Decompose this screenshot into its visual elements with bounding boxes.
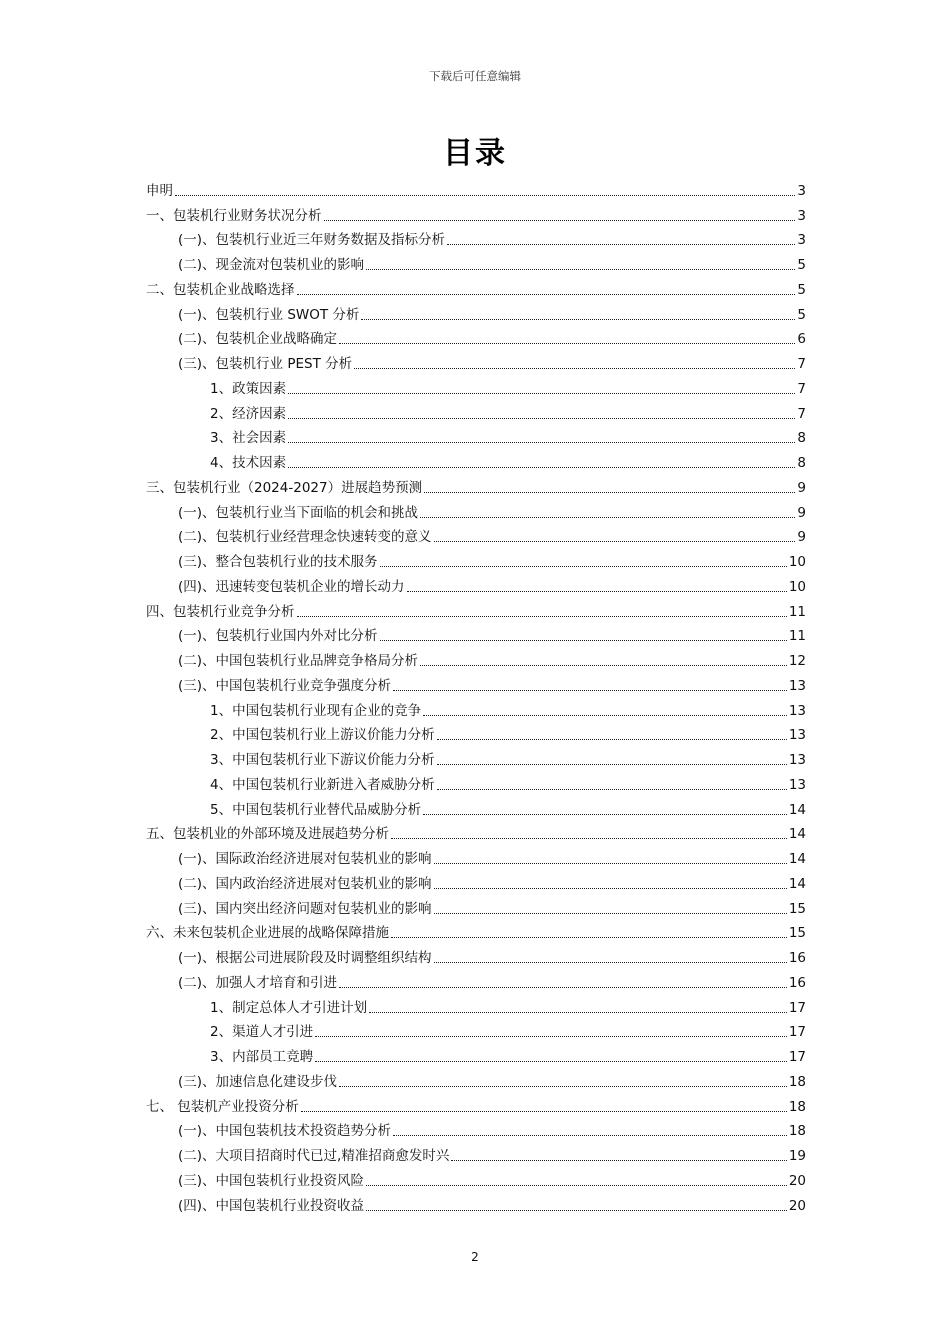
toc-dot-leader <box>324 220 796 221</box>
toc-dot-leader <box>369 1012 787 1013</box>
toc-entry-page: 13 <box>788 752 806 768</box>
toc-entry-text: 2、中国包装机行业上游议价能力分析 <box>210 727 435 744</box>
toc-dot-leader <box>288 467 795 468</box>
toc-title: 目录 <box>443 136 507 171</box>
toc-entry-page: 16 <box>788 950 806 966</box>
toc-dot-leader <box>175 195 795 196</box>
toc-entry-text: (二)、大项目招商时代已过,精准招商愈发时兴 <box>178 1148 450 1164</box>
toc-entry-text: 四、包装机行业竞争分析 <box>146 603 295 620</box>
toc-entry-page: 3 <box>797 232 806 249</box>
toc-dot-leader <box>361 319 795 320</box>
toc-entry[interactable] <box>146 176 806 201</box>
toc-entry-page: 20 <box>788 1197 806 1214</box>
toc-entry[interactable] <box>146 448 806 473</box>
toc-entry-text: (四)、迅速转变包装机企业的增长动力 <box>178 578 405 595</box>
toc-entry[interactable] <box>146 1166 806 1191</box>
toc-entry[interactable] <box>146 349 806 374</box>
toc-entry[interactable] <box>146 201 806 226</box>
toc-entry[interactable] <box>146 622 806 647</box>
toc-entry[interactable] <box>146 1191 806 1216</box>
toc-entry[interactable] <box>146 795 806 820</box>
toc-dot-leader <box>339 1086 787 1087</box>
toc-entry-text: 3、社会因素 <box>210 430 287 447</box>
toc-dot-leader <box>437 739 787 740</box>
page-number: 2 <box>471 1250 479 1264</box>
toc-entry[interactable] <box>146 993 806 1018</box>
toc-entry-text: (二)、加强人才培育和引进 <box>178 974 338 991</box>
toc-dot-leader <box>447 244 795 245</box>
toc-dot-leader <box>380 566 787 567</box>
toc-entry-text: 三、包装机行业（2024-2027）进展趋势预测 <box>146 479 423 496</box>
toc-entry-page: 7 <box>797 405 806 422</box>
toc-entry[interactable] <box>146 597 806 622</box>
toc-dot-leader <box>393 690 787 691</box>
toc-entry[interactable] <box>146 894 806 919</box>
toc-entry[interactable] <box>146 1092 806 1117</box>
toc-entry-page: 11 <box>788 628 806 645</box>
toc-dot-leader <box>366 1210 787 1211</box>
toc-entry-text: 六、未来包装机企业进展的战略保障措施 <box>146 925 389 942</box>
toc-entry[interactable] <box>146 498 806 523</box>
toc-entry[interactable] <box>146 844 806 869</box>
toc-dot-leader <box>451 1160 786 1161</box>
table-of-contents <box>146 176 806 1216</box>
toc-entry-page: 17 <box>788 999 806 1016</box>
toc-entry[interactable] <box>146 399 806 424</box>
toc-entry-text: (一)、根据公司进展阶段及时调整组织结构 <box>178 950 432 966</box>
toc-dot-leader <box>315 1036 787 1037</box>
toc-entry-page: 9 <box>797 479 806 496</box>
toc-entry-page: 14 <box>788 875 806 892</box>
toc-dot-leader <box>437 789 787 790</box>
toc-entry-page: 19 <box>788 1148 806 1164</box>
toc-entry-text: (三)、加速信息化建设步伐 <box>178 1073 338 1090</box>
toc-entry[interactable] <box>146 646 806 671</box>
toc-entry-page: 15 <box>788 925 806 942</box>
toc-dot-leader <box>391 838 787 839</box>
toc-entry-page: 9 <box>797 529 806 546</box>
toc-entry-page: 20 <box>788 1172 806 1189</box>
toc-entry-page: 15 <box>788 900 806 917</box>
toc-entry[interactable] <box>146 770 806 795</box>
toc-entry-page: 13 <box>788 677 806 694</box>
toc-entry-page: 13 <box>788 702 806 719</box>
toc-entry-text: (四)、中国包装机行业投资收益 <box>178 1197 365 1214</box>
toc-entry-text: (一)、包装机行业 SWOT 分析 <box>178 306 360 323</box>
toc-entry-page: 8 <box>797 430 806 447</box>
toc-dot-leader <box>315 1061 787 1062</box>
toc-dot-leader <box>437 764 787 765</box>
toc-entry-page: 6 <box>797 331 806 348</box>
toc-entry[interactable] <box>146 671 806 696</box>
toc-entry[interactable] <box>146 1067 806 1092</box>
toc-entry-page: 8 <box>797 455 806 471</box>
toc-entry-text: (二)、国内政治经济进展对包装机业的影响 <box>178 875 432 892</box>
toc-dot-leader <box>380 640 787 641</box>
toc-dot-leader <box>391 937 787 938</box>
toc-entry[interactable] <box>146 745 806 770</box>
toc-entry[interactable] <box>146 424 806 449</box>
toc-entry-page: 12 <box>788 653 806 669</box>
toc-entry-text: (三)、中国包装机行业投资风险 <box>178 1172 365 1189</box>
toc-entry-text: 4、中国包装机行业新进入者威胁分析 <box>210 776 435 793</box>
toc-dot-leader <box>434 541 796 542</box>
toc-entry-text: 2、渠道人才引进 <box>210 1024 314 1041</box>
toc-dot-leader <box>354 368 795 369</box>
toc-entry[interactable] <box>146 820 806 845</box>
toc-entry-page: 10 <box>788 554 806 570</box>
toc-entry-text: 1、政策因素 <box>210 380 287 397</box>
toc-entry[interactable] <box>146 919 806 944</box>
toc-entry-page: 17 <box>788 1024 806 1041</box>
toc-entry-page: 18 <box>788 1073 806 1090</box>
toc-entry-text: 二、包装机企业战略选择 <box>146 281 295 298</box>
toc-entry-page: 17 <box>788 1049 806 1065</box>
toc-dot-leader <box>434 863 787 864</box>
toc-entry-text: (二)、现金流对包装机业的影响 <box>178 257 365 273</box>
toc-entry-page: 18 <box>788 1123 806 1140</box>
toc-entry-text: 2、经济因素 <box>210 405 287 422</box>
toc-entry-page: 3 <box>797 182 806 199</box>
toc-entry-text: (二)、中国包装机行业品牌竞争格局分析 <box>178 653 419 669</box>
toc-entry-text: 5、中国包装机行业替代品威胁分析 <box>210 801 422 818</box>
toc-entry-text: 五、包装机业的外部环境及进展趋势分析 <box>146 826 389 843</box>
toc-entry[interactable] <box>146 696 806 721</box>
toc-entry-text: (一)、包装机行业近三年财务数据及指标分析 <box>178 232 446 249</box>
toc-entry-text: (三)、中国包装机行业竞争强度分析 <box>178 677 392 694</box>
toc-entry-text: (一)、国际政治经济进展对包装机业的影响 <box>178 851 432 867</box>
toc-dot-leader <box>424 492 795 493</box>
toc-entry-page: 10 <box>788 578 806 595</box>
toc-dot-leader <box>407 591 787 592</box>
toc-entry-page: 14 <box>788 801 806 818</box>
toc-entry-text: (一)、中国包装机技术投资趋势分析 <box>178 1123 392 1140</box>
toc-entry[interactable] <box>146 547 806 572</box>
toc-entry-text: (一)、包装机行业国内外对比分析 <box>178 628 378 645</box>
toc-entry[interactable] <box>146 572 806 597</box>
toc-entry-page: 18 <box>788 1098 806 1115</box>
toc-entry[interactable] <box>146 1018 806 1043</box>
toc-entry[interactable] <box>146 1141 806 1166</box>
toc-entry[interactable] <box>146 226 806 251</box>
toc-dot-leader <box>423 814 787 815</box>
toc-dot-leader <box>434 888 787 889</box>
toc-dot-leader <box>339 343 795 344</box>
toc-dot-leader <box>297 294 796 295</box>
toc-entry-text: (二)、包装机企业战略确定 <box>178 331 338 348</box>
toc-dot-leader <box>393 1135 787 1136</box>
toc-entry-page: 7 <box>797 380 806 397</box>
toc-entry-text: 3、内部员工竞聘 <box>210 1049 314 1065</box>
toc-entry-page: 14 <box>788 851 806 867</box>
toc-entry-page: 13 <box>788 776 806 793</box>
toc-entry-page: 9 <box>797 504 806 521</box>
toc-dot-leader <box>423 715 787 716</box>
toc-dot-leader <box>288 442 795 443</box>
toc-dot-leader <box>366 269 795 270</box>
toc-entry[interactable] <box>146 869 806 894</box>
toc-dot-leader <box>297 616 787 617</box>
toc-entry-text: 七、 包装机产业投资分析 <box>146 1098 299 1115</box>
toc-entry[interactable] <box>146 721 806 746</box>
toc-entry[interactable] <box>146 968 806 993</box>
toc-entry-text: (三)、国内突出经济问题对包装机业的影响 <box>178 900 432 917</box>
toc-entry-text: (一)、包装机行业当下面临的机会和挑战 <box>178 504 419 521</box>
toc-entry-text: (三)、包装机行业 PEST 分析 <box>178 356 353 372</box>
toc-entry-page: 16 <box>788 974 806 991</box>
toc-entry-text: 一、包装机行业财务状况分析 <box>146 207 322 224</box>
toc-entry-page: 13 <box>788 727 806 744</box>
toc-entry-text: 1、制定总体人才引进计划 <box>210 999 368 1016</box>
toc-dot-leader <box>434 913 787 914</box>
toc-entry-text: 1、中国包装机行业现有企业的竞争 <box>210 702 422 719</box>
toc-entry-text: 3、中国包装机行业下游议价能力分析 <box>210 752 435 768</box>
toc-entry-page: 11 <box>788 603 806 620</box>
toc-entry-text: 申明 <box>146 182 173 199</box>
page-header-note: 下载后可任意编辑 <box>429 69 521 83</box>
toc-entry-text: 4、技术因素 <box>210 455 287 471</box>
toc-entry[interactable] <box>146 374 806 399</box>
toc-entry-page: 7 <box>797 356 806 372</box>
toc-entry-page: 5 <box>797 281 806 298</box>
toc-entry[interactable] <box>146 943 806 968</box>
toc-entry-page: 3 <box>797 207 806 224</box>
toc-entry-page: 5 <box>797 257 806 273</box>
toc-entry[interactable] <box>146 325 806 350</box>
toc-dot-leader <box>420 517 795 518</box>
toc-entry-page: 14 <box>788 826 806 843</box>
toc-entry[interactable] <box>146 275 806 300</box>
toc-entry[interactable] <box>146 300 806 325</box>
toc-entry-page: 5 <box>797 306 806 323</box>
toc-dot-leader <box>339 987 787 988</box>
toc-dot-leader <box>434 962 787 963</box>
toc-entry-text: (三)、整合包装机行业的技术服务 <box>178 554 378 570</box>
toc-entry[interactable] <box>146 523 806 548</box>
toc-entry[interactable] <box>146 250 806 275</box>
toc-dot-leader <box>366 1185 787 1186</box>
toc-entry[interactable] <box>146 473 806 498</box>
toc-dot-leader <box>288 418 795 419</box>
toc-dot-leader <box>420 665 787 666</box>
toc-dot-leader <box>301 1111 787 1112</box>
toc-dot-leader <box>288 393 795 394</box>
toc-entry-text: (二)、包装机行业经营理念快速转变的意义 <box>178 529 432 546</box>
toc-entry[interactable] <box>146 1042 806 1067</box>
toc-entry[interactable] <box>146 1117 806 1142</box>
